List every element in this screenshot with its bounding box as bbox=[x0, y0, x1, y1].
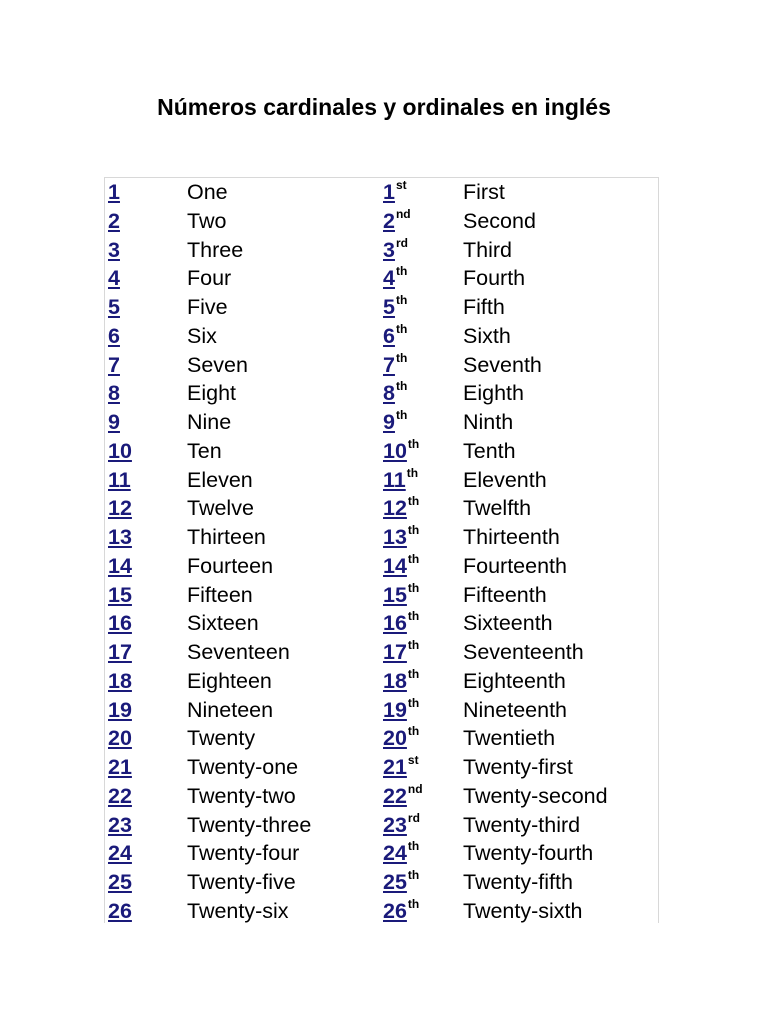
ordinal-suffix: th bbox=[407, 868, 420, 882]
ordinal-word: Nineteenth bbox=[463, 697, 567, 722]
cardinal-word: Twenty-four bbox=[187, 841, 300, 866]
cardinal-number-link[interactable]: 9 bbox=[108, 410, 120, 434]
table-row bbox=[105, 379, 658, 408]
ordinal-suffix: th bbox=[407, 523, 420, 537]
ordinal-suffix: th bbox=[395, 379, 408, 394]
ordinal-word: Fifth bbox=[463, 295, 505, 319]
table-row bbox=[105, 638, 658, 667]
cardinal-word: Fifteen bbox=[187, 582, 253, 607]
ordinal-suffix: th bbox=[407, 666, 420, 681]
cardinal-number-link[interactable]: 25 bbox=[108, 870, 132, 894]
ordinal-word: Twelfth bbox=[463, 496, 532, 521]
ordinal-number-link[interactable]: 9 bbox=[383, 410, 395, 434]
ordinal-suffix: th bbox=[407, 551, 420, 566]
cardinal-number-link[interactable]: 4 bbox=[108, 266, 120, 291]
cardinal-number-link[interactable]: 7 bbox=[108, 352, 120, 377]
cardinal-word: Twenty-five bbox=[187, 870, 296, 894]
cardinal-number-link[interactable]: 24 bbox=[108, 841, 132, 866]
table-row bbox=[105, 351, 658, 380]
cardinal-word: Twenty-three bbox=[187, 812, 312, 837]
ordinal-suffix: nd bbox=[407, 781, 423, 796]
cardinal-number-link[interactable]: 19 bbox=[108, 697, 132, 722]
cardinal-word: Twenty-two bbox=[187, 783, 296, 808]
ordinal-word: Eleventh bbox=[463, 467, 547, 492]
ordinal-suffix: th bbox=[395, 350, 408, 365]
cardinal-word: Two bbox=[187, 208, 227, 233]
ordinal-suffix: th bbox=[406, 465, 419, 480]
cardinal-word: Nine bbox=[187, 410, 232, 434]
cardinal-number-link[interactable]: 26 bbox=[108, 898, 132, 923]
cardinal-number-link[interactable]: 8 bbox=[108, 381, 120, 406]
ordinal-suffix: th bbox=[407, 609, 420, 624]
ordinal-suffix: th bbox=[395, 408, 408, 422]
cardinal-number-link[interactable]: 14 bbox=[108, 553, 132, 578]
ordinal-number-link[interactable]: 17 bbox=[383, 640, 407, 664]
table-row bbox=[105, 753, 658, 782]
ordinal-number-link[interactable]: 6 bbox=[383, 323, 395, 348]
table-row bbox=[105, 494, 658, 523]
ordinal-word: Twenty-sixth bbox=[463, 898, 583, 923]
table-row bbox=[105, 523, 658, 552]
cardinal-number-link[interactable]: 16 bbox=[108, 611, 132, 636]
cardinal-word: One bbox=[187, 180, 228, 204]
cardinal-word: Six bbox=[187, 323, 217, 348]
cardinal-number-link[interactable]: 12 bbox=[108, 496, 132, 521]
ordinal-number-link[interactable]: 25 bbox=[383, 870, 407, 894]
cardinal-word: Twenty-six bbox=[187, 898, 289, 923]
ordinal-suffix: th bbox=[407, 494, 420, 509]
table-row bbox=[105, 897, 658, 926]
table-row bbox=[105, 264, 658, 293]
ordinal-word: Twenty-third bbox=[463, 812, 581, 837]
ordinal-word: Fourth bbox=[463, 266, 526, 291]
ordinal-number-link[interactable]: 10 bbox=[383, 438, 407, 463]
cardinal-word: Nineteen bbox=[187, 697, 274, 722]
ordinal-word: Sixth bbox=[463, 323, 511, 348]
cardinal-number-link[interactable]: 22 bbox=[108, 783, 132, 808]
ordinal-number-link[interactable]: 7 bbox=[383, 352, 395, 377]
ordinal-suffix: th bbox=[407, 580, 420, 595]
ordinal-number-link[interactable]: 11 bbox=[383, 467, 406, 492]
ordinal-number-link[interactable]: 3 bbox=[383, 237, 395, 262]
table-row bbox=[105, 868, 658, 897]
cardinal-word: Seventeen bbox=[187, 640, 290, 664]
ordinal-word: Twenty-first bbox=[463, 755, 573, 779]
table-row bbox=[105, 811, 658, 840]
ordinal-number-link[interactable]: 12 bbox=[383, 496, 407, 521]
ordinal-word: Fifteenth bbox=[463, 582, 547, 607]
ordinal-suffix: rd bbox=[395, 235, 408, 250]
page-title: Números cardinales y ordinales en inglés bbox=[157, 94, 611, 120]
ordinal-number bbox=[383, 897, 419, 928]
cardinal-word: Ten bbox=[187, 438, 222, 463]
ordinal-number-link[interactable]: 23 bbox=[383, 812, 407, 837]
cardinal-number-link[interactable]: 3 bbox=[108, 237, 120, 262]
ordinal-word: Twentieth bbox=[463, 726, 556, 751]
ordinal-number-link[interactable]: 22 bbox=[383, 783, 407, 808]
cardinal-word: Eleven bbox=[187, 467, 253, 492]
ordinal-word: Thirteenth bbox=[463, 525, 560, 549]
cardinal-word: Eight bbox=[187, 381, 237, 406]
table-row bbox=[105, 609, 658, 638]
cardinal-number-link[interactable]: 1 bbox=[108, 180, 120, 204]
ordinal-number-link[interactable]: 1 bbox=[383, 180, 395, 204]
ordinal-number-link[interactable]: 4 bbox=[383, 266, 395, 291]
cardinal-word: Thirteen bbox=[187, 525, 266, 549]
table-row bbox=[105, 178, 658, 207]
table-row bbox=[105, 466, 658, 495]
ordinal-number-link[interactable]: 26 bbox=[383, 898, 407, 923]
ordinal-number-link[interactable]: 20 bbox=[383, 726, 407, 751]
ordinal-number-link[interactable]: 5 bbox=[383, 295, 395, 319]
cardinal-number-link[interactable]: 5 bbox=[108, 295, 120, 319]
ordinal-word: Sixteenth bbox=[463, 611, 553, 636]
ordinal-number-link[interactable]: 8 bbox=[383, 381, 395, 406]
ordinal-suffix: th bbox=[407, 896, 420, 911]
ordinal-suffix: th bbox=[395, 321, 408, 336]
table-row bbox=[105, 437, 658, 466]
cardinal-word: Twelve bbox=[187, 496, 254, 521]
ordinal-word: Twenty-fifth bbox=[463, 870, 573, 894]
cardinal-number-link[interactable]: 11 bbox=[108, 467, 131, 492]
cardinal-number-link[interactable]: 6 bbox=[108, 323, 120, 348]
cardinal-number-link[interactable]: 21 bbox=[108, 755, 132, 779]
ordinal-suffix: nd bbox=[395, 206, 411, 221]
cardinal-word: Five bbox=[187, 295, 228, 319]
ordinal-suffix: th bbox=[407, 695, 420, 710]
ordinal-number-link[interactable]: 2 bbox=[383, 208, 395, 233]
ordinal-word: Third bbox=[463, 237, 512, 262]
ordinal-word: Twenty-second bbox=[463, 783, 608, 808]
ordinal-suffix: th bbox=[407, 839, 420, 854]
ordinal-suffix: th bbox=[407, 724, 420, 739]
ordinal-word: Seventh bbox=[463, 352, 542, 377]
ordinal-number-link[interactable]: 24 bbox=[383, 841, 407, 866]
cardinal-number-link[interactable]: 23 bbox=[108, 812, 132, 837]
ordinal-word: Ninth bbox=[463, 410, 514, 434]
ordinal-word: Tenth bbox=[463, 438, 516, 463]
ordinal-suffix: rd bbox=[407, 810, 420, 825]
table-row bbox=[105, 293, 658, 322]
cardinal-word: Seven bbox=[187, 352, 248, 377]
ordinal-suffix: th bbox=[407, 436, 420, 451]
table-row bbox=[105, 322, 658, 351]
table-row bbox=[105, 696, 658, 725]
ordinal-number bbox=[383, 408, 407, 439]
cardinal-number-link[interactable]: 10 bbox=[108, 438, 132, 463]
cardinal-word: Twenty-one bbox=[187, 755, 299, 779]
cardinal-word: Fourteen bbox=[187, 553, 274, 578]
cardinal-number-link[interactable]: 13 bbox=[108, 525, 132, 549]
table-row bbox=[105, 724, 658, 753]
cardinal-word: Sixteen bbox=[187, 611, 259, 636]
ordinal-number-link[interactable]: 16 bbox=[383, 611, 407, 636]
cardinal-number-link[interactable]: 18 bbox=[108, 668, 132, 693]
table-row bbox=[105, 408, 658, 437]
table-row bbox=[105, 667, 658, 696]
ordinal-suffix: th bbox=[395, 264, 408, 279]
ordinal-word: Eighth bbox=[463, 381, 524, 406]
table-row bbox=[105, 839, 658, 868]
table-row bbox=[105, 207, 658, 236]
ordinal-word: First bbox=[463, 180, 505, 204]
ordinal-suffix: st bbox=[407, 753, 419, 767]
ordinal-number-link[interactable]: 13 bbox=[383, 525, 407, 549]
ordinal-word: Eighteenth bbox=[463, 668, 566, 693]
cardinal-number-link[interactable]: 2 bbox=[108, 208, 120, 233]
cardinal-word: Twenty bbox=[187, 726, 256, 751]
numbers-table bbox=[104, 177, 659, 923]
ordinal-number-link[interactable]: 21 bbox=[383, 755, 407, 779]
cardinal-number-link[interactable]: 20 bbox=[108, 726, 132, 751]
cardinal-number-link[interactable]: 15 bbox=[108, 582, 132, 607]
cardinal-word: Three bbox=[187, 237, 244, 262]
ordinal-suffix: st bbox=[395, 178, 407, 192]
ordinal-number-link[interactable]: 19 bbox=[383, 697, 407, 722]
ordinal-suffix: th bbox=[395, 293, 408, 307]
table-row bbox=[105, 236, 658, 265]
table-row bbox=[105, 782, 658, 811]
cardinal-number-link[interactable]: 17 bbox=[108, 640, 132, 664]
ordinal-number-link[interactable]: 18 bbox=[383, 668, 407, 693]
cardinal-word: Eighteen bbox=[187, 668, 272, 693]
ordinal-number-link[interactable]: 15 bbox=[383, 582, 407, 607]
ordinal-word: Twenty-fourth bbox=[463, 841, 594, 866]
ordinal-word: Second bbox=[463, 208, 536, 233]
table-row bbox=[105, 581, 658, 610]
ordinal-number-link[interactable]: 14 bbox=[383, 553, 407, 578]
cardinal-word: Four bbox=[187, 266, 232, 291]
table-row bbox=[105, 552, 658, 581]
ordinal-suffix: th bbox=[407, 638, 420, 652]
ordinal-word: Seventeenth bbox=[463, 640, 584, 664]
ordinal-word: Fourteenth bbox=[463, 553, 567, 578]
